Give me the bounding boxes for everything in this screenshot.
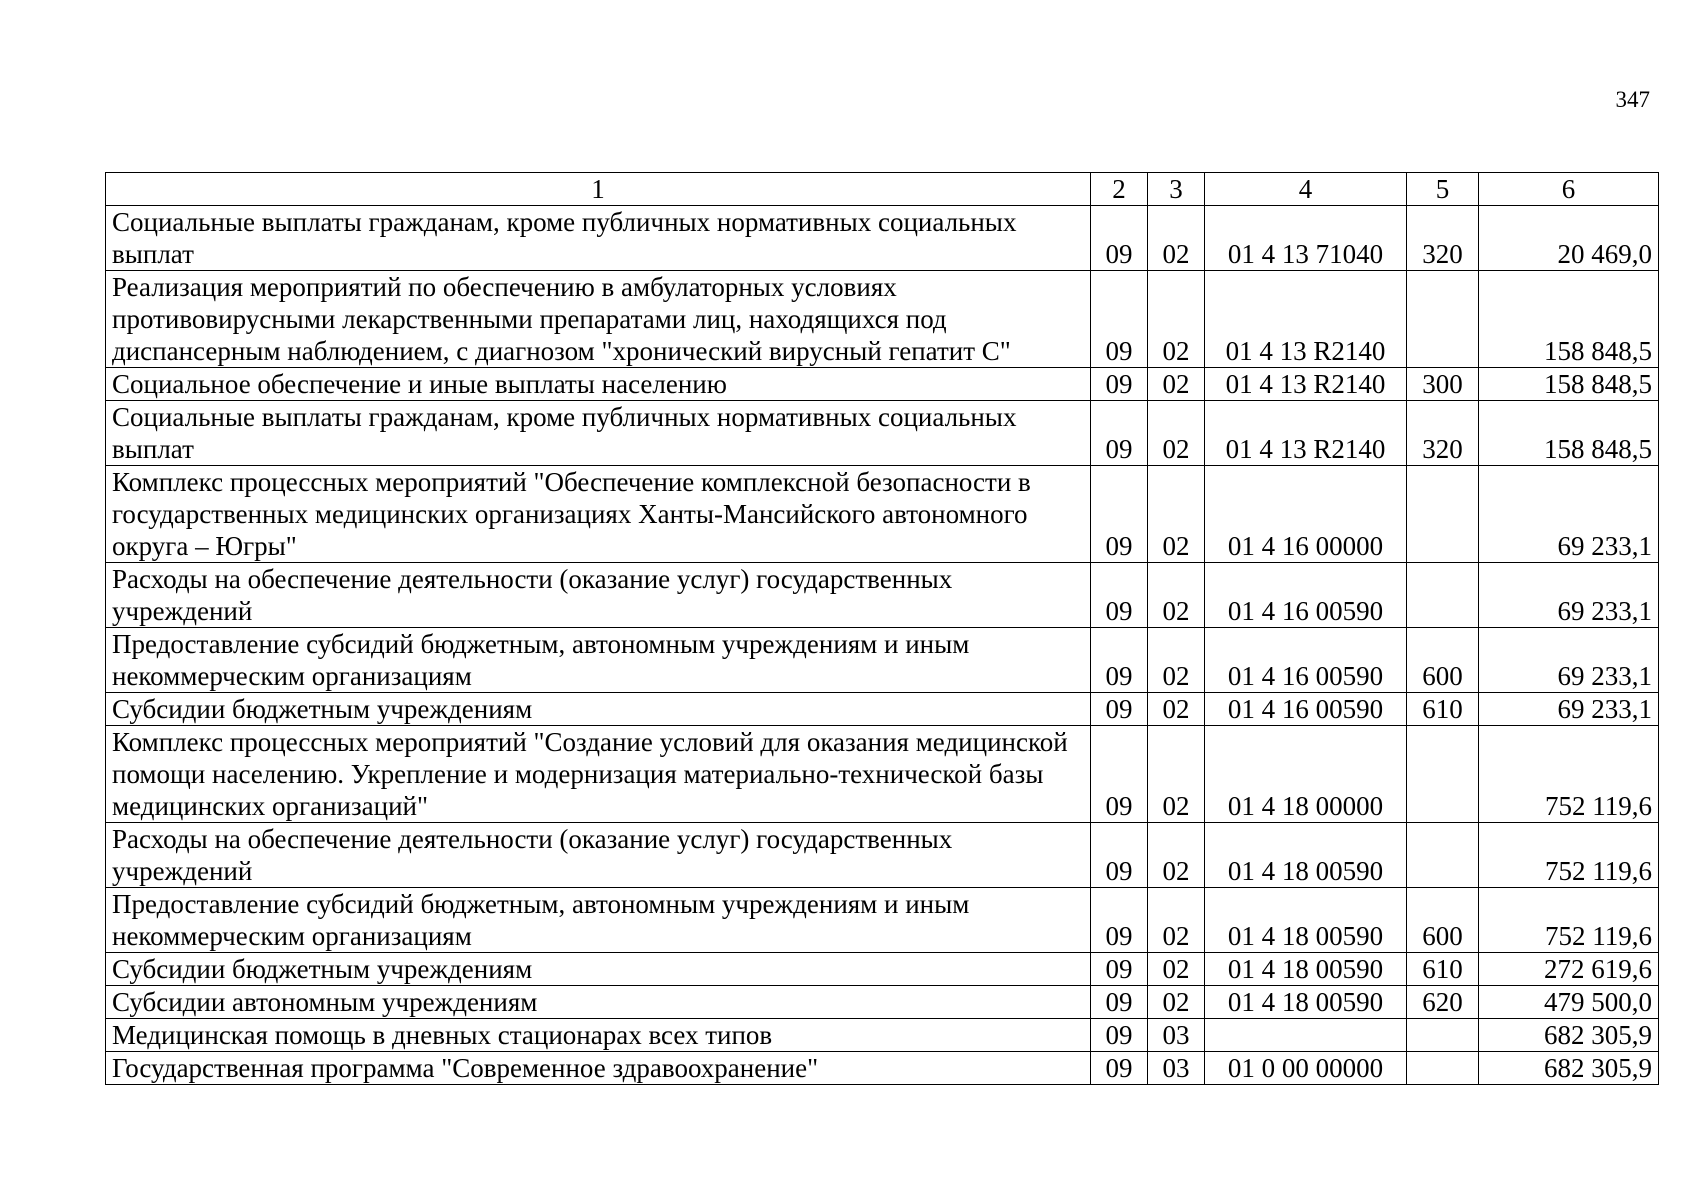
page-number: 347 — [1615, 87, 1650, 112]
row-name-cell: Государственная программа "Современное здравоохранение" — [106, 1052, 1091, 1085]
row-expense-type-cell — [1407, 1019, 1479, 1052]
table-row — [106, 888, 1659, 953]
row-section-cell: 09 — [1091, 563, 1148, 628]
row-section-cell: 09 — [1091, 888, 1148, 953]
row-section-cell: 09 — [1091, 726, 1148, 823]
row-name-cell: Расходы на обеспечение деятельности (оказание услуг) государственных учреждений — [106, 823, 1091, 888]
row-subsection-cell: 02 — [1148, 693, 1205, 726]
row-target-article-cell: 01 4 13 71040 — [1205, 206, 1407, 271]
table-row — [106, 823, 1659, 888]
row-subsection-cell: 02 — [1148, 401, 1205, 466]
row-target-article-cell: 01 4 13 R2140 — [1205, 368, 1407, 401]
row-section-cell: 09 — [1091, 953, 1148, 986]
row-subsection-cell: 03 — [1148, 1052, 1205, 1085]
row-expense-type-cell — [1407, 466, 1479, 563]
table-row — [106, 368, 1659, 401]
row-name-cell: Социальные выплаты гражданам, кроме публичных нормативных социальных выплат — [106, 206, 1091, 271]
row-section-cell: 09 — [1091, 206, 1148, 271]
row-amount-cell: 69 233,1 — [1479, 466, 1659, 563]
row-expense-type-cell — [1407, 1052, 1479, 1085]
column-header-2: 2 — [1091, 173, 1148, 206]
column-header-4: 4 — [1205, 173, 1407, 206]
row-name-cell: Субсидии бюджетным учреждениям — [106, 693, 1091, 726]
row-amount-cell: 272 619,6 — [1479, 953, 1659, 986]
row-expense-type-cell: 320 — [1407, 206, 1479, 271]
table-row — [106, 271, 1659, 368]
table-row — [106, 628, 1659, 693]
row-expense-type-cell — [1407, 823, 1479, 888]
table-row — [106, 466, 1659, 563]
row-expense-type-cell: 600 — [1407, 628, 1479, 693]
table-row — [106, 953, 1659, 986]
table-body — [106, 206, 1659, 1085]
table-row — [106, 1019, 1659, 1052]
row-subsection-cell: 02 — [1148, 726, 1205, 823]
row-amount-cell: 752 119,6 — [1479, 888, 1659, 953]
row-expense-type-cell: 600 — [1407, 888, 1479, 953]
row-section-cell: 09 — [1091, 271, 1148, 368]
row-target-article-cell: 01 0 00 00000 — [1205, 1052, 1407, 1085]
table-row — [106, 726, 1659, 823]
row-target-article-cell — [1205, 1019, 1407, 1052]
row-expense-type-cell — [1407, 271, 1479, 368]
row-amount-cell: 69 233,1 — [1479, 693, 1659, 726]
row-target-article-cell: 01 4 16 00000 — [1205, 466, 1407, 563]
row-subsection-cell: 02 — [1148, 986, 1205, 1019]
row-name-cell: Реализация мероприятий по обеспечению в амбулаторных условиях противовирусными лекарственными препаратами лиц, находящихся под диспансерным наблюдением, с диагнозом "хронический вирусный гепатит С" — [106, 271, 1091, 368]
row-expense-type-cell: 610 — [1407, 953, 1479, 986]
table-row — [106, 401, 1659, 466]
table-row — [106, 206, 1659, 271]
row-subsection-cell: 02 — [1148, 271, 1205, 368]
row-target-article-cell: 01 4 18 00590 — [1205, 953, 1407, 986]
row-name-cell: Комплекс процессных мероприятий "Создание условий для оказания медицинской помощи населению. Укрепление и модернизация материально-технической базы медицинских организаций" — [106, 726, 1091, 823]
row-name-cell: Субсидии автономным учреждениям — [106, 986, 1091, 1019]
row-name-cell: Предоставление субсидий бюджетным, автономным учреждениям и иным некоммерческим организациям — [106, 888, 1091, 953]
row-target-article-cell: 01 4 18 00000 — [1205, 726, 1407, 823]
row-amount-cell: 158 848,5 — [1479, 271, 1659, 368]
row-amount-cell: 158 848,5 — [1479, 401, 1659, 466]
row-amount-cell: 69 233,1 — [1479, 628, 1659, 693]
row-name-cell: Комплекс процессных мероприятий "Обеспечение комплексной безопасности в государственных медицинских организациях Ханты-Мансийского автономного округа – Югры" — [106, 466, 1091, 563]
row-section-cell: 09 — [1091, 1019, 1148, 1052]
row-amount-cell: 752 119,6 — [1479, 726, 1659, 823]
row-amount-cell: 158 848,5 — [1479, 368, 1659, 401]
row-subsection-cell: 02 — [1148, 888, 1205, 953]
row-target-article-cell: 01 4 16 00590 — [1205, 628, 1407, 693]
row-name-cell: Социальные выплаты гражданам, кроме публичных нормативных социальных выплат — [106, 401, 1091, 466]
table-row — [106, 986, 1659, 1019]
row-section-cell: 09 — [1091, 693, 1148, 726]
row-expense-type-cell: 300 — [1407, 368, 1479, 401]
row-subsection-cell: 02 — [1148, 466, 1205, 563]
row-section-cell: 09 — [1091, 1052, 1148, 1085]
row-amount-cell: 752 119,6 — [1479, 823, 1659, 888]
row-section-cell: 09 — [1091, 466, 1148, 563]
column-header-5: 5 — [1407, 173, 1479, 206]
row-target-article-cell: 01 4 18 00590 — [1205, 823, 1407, 888]
row-name-cell: Медицинская помощь в дневных стационарах всех типов — [106, 1019, 1091, 1052]
row-section-cell: 09 — [1091, 823, 1148, 888]
row-amount-cell: 20 469,0 — [1479, 206, 1659, 271]
row-section-cell: 09 — [1091, 986, 1148, 1019]
row-section-cell: 09 — [1091, 401, 1148, 466]
row-expense-type-cell: 610 — [1407, 693, 1479, 726]
row-amount-cell: 69 233,1 — [1479, 563, 1659, 628]
row-section-cell: 09 — [1091, 628, 1148, 693]
row-subsection-cell: 02 — [1148, 823, 1205, 888]
column-header-6: 6 — [1479, 173, 1659, 206]
row-target-article-cell: 01 4 16 00590 — [1205, 693, 1407, 726]
row-target-article-cell: 01 4 18 00590 — [1205, 888, 1407, 953]
row-target-article-cell: 01 4 13 R2140 — [1205, 401, 1407, 466]
table-row — [106, 693, 1659, 726]
row-target-article-cell: 01 4 16 00590 — [1205, 563, 1407, 628]
column-header-1: 1 — [106, 173, 1091, 206]
row-subsection-cell: 03 — [1148, 1019, 1205, 1052]
row-name-cell: Социальное обеспечение и иные выплаты населению — [106, 368, 1091, 401]
table-row — [106, 563, 1659, 628]
row-expense-type-cell — [1407, 563, 1479, 628]
table-row — [106, 1052, 1659, 1085]
row-name-cell: Субсидии бюджетным учреждениям — [106, 953, 1091, 986]
row-name-cell: Расходы на обеспечение деятельности (оказание услуг) государственных учреждений — [106, 563, 1091, 628]
row-subsection-cell: 02 — [1148, 953, 1205, 986]
row-target-article-cell: 01 4 13 R2140 — [1205, 271, 1407, 368]
column-header-3: 3 — [1148, 173, 1205, 206]
row-amount-cell: 682 305,9 — [1479, 1052, 1659, 1085]
row-subsection-cell: 02 — [1148, 368, 1205, 401]
row-expense-type-cell: 320 — [1407, 401, 1479, 466]
row-name-cell: Предоставление субсидий бюджетным, автономным учреждениям и иным некоммерческим организациям — [106, 628, 1091, 693]
row-target-article-cell: 01 4 18 00590 — [1205, 986, 1407, 1019]
header-row — [106, 173, 1659, 206]
row-amount-cell: 682 305,9 — [1479, 1019, 1659, 1052]
row-section-cell: 09 — [1091, 368, 1148, 401]
row-subsection-cell: 02 — [1148, 563, 1205, 628]
budget-table — [105, 172, 1659, 1085]
row-amount-cell: 479 500,0 — [1479, 986, 1659, 1019]
row-expense-type-cell — [1407, 726, 1479, 823]
row-subsection-cell: 02 — [1148, 206, 1205, 271]
row-expense-type-cell: 620 — [1407, 986, 1479, 1019]
row-subsection-cell: 02 — [1148, 628, 1205, 693]
